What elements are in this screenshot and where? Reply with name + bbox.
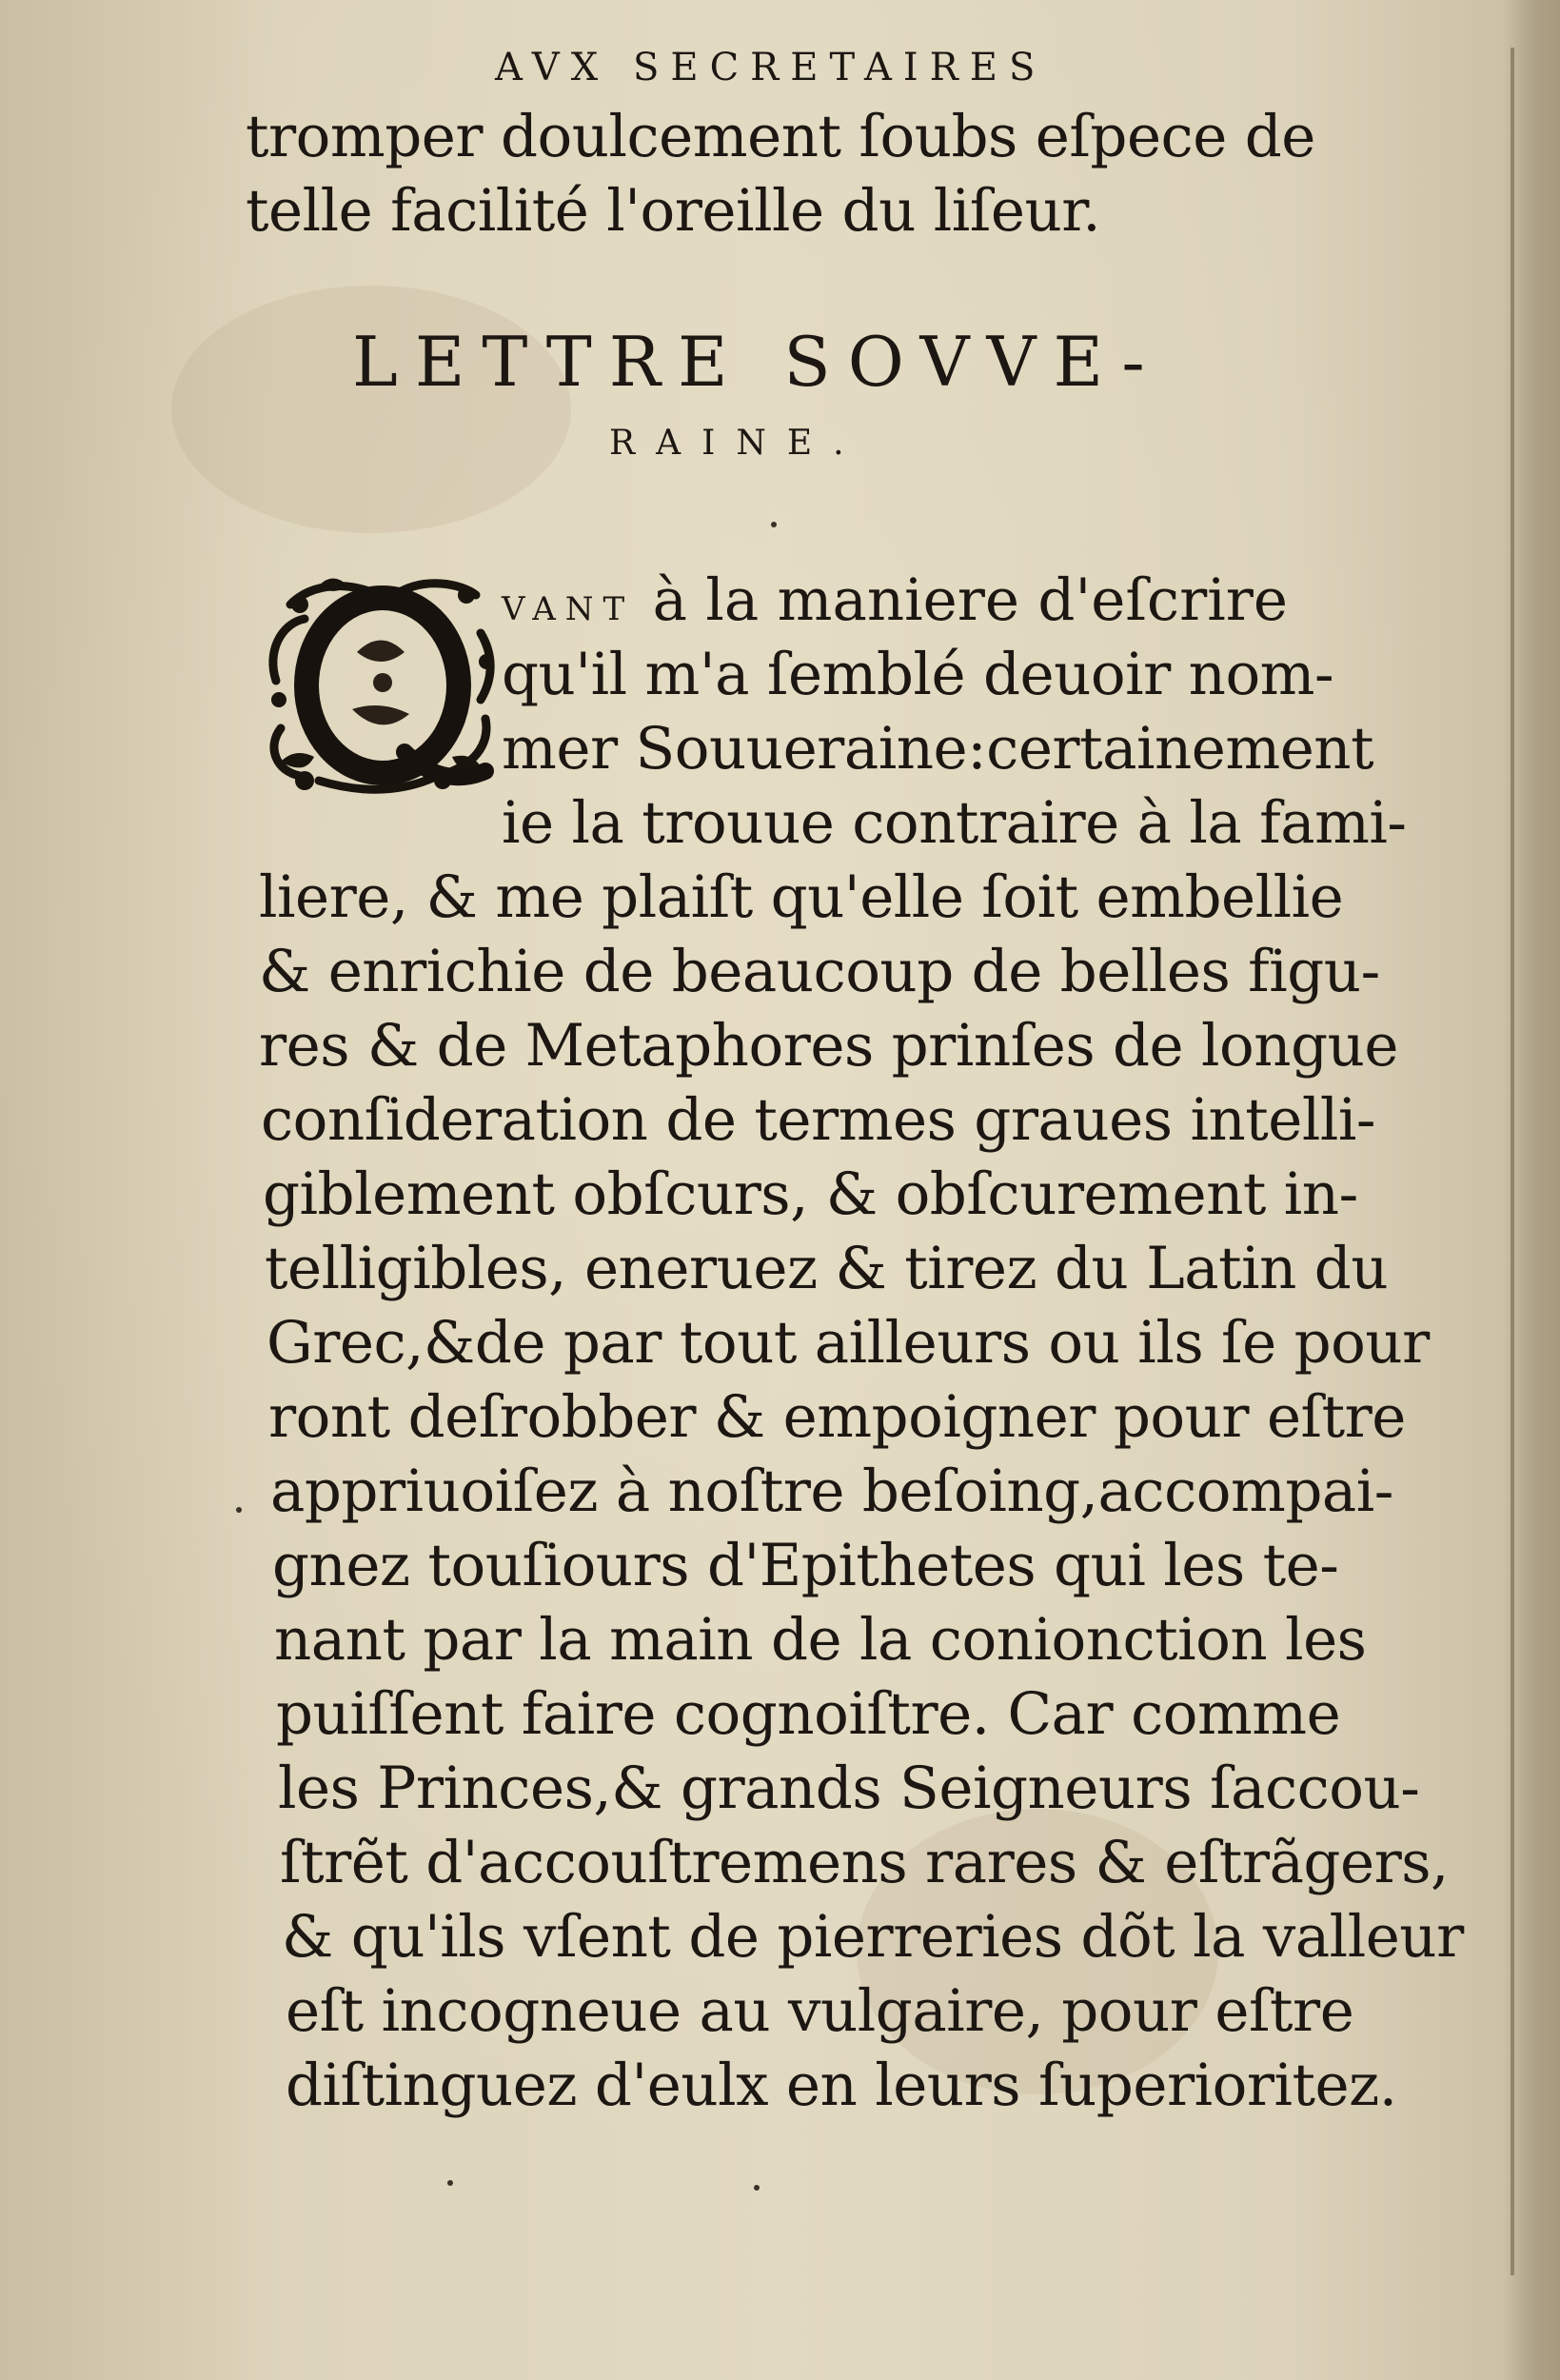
print-speck — [236, 1507, 242, 1513]
section-title-continued: RAINE. — [609, 424, 865, 463]
print-speck — [771, 522, 777, 527]
opening-line-text: à la maniere d'eſcrire — [652, 566, 1288, 634]
section-title: LETTRE SOVVE- — [352, 322, 1162, 402]
opening-line — [502, 564, 1288, 646]
text-line: tromper doulcement ſoubs eſpece de — [246, 103, 1315, 170]
text-line: diſtinguez d'eulx en leurs ſuperioritez. — [286, 2052, 1397, 2119]
text-line: conſideration de termes graues intelli- — [261, 1086, 1376, 1154]
text-line: ie la trouue contraire à la fami- — [502, 789, 1407, 857]
text-line: mer Souueraine:certainement — [502, 715, 1374, 783]
text-line: liere, & me plaiſt qu'elle ſoit embellie — [259, 863, 1344, 931]
text-line: ſtrẽt d'accouſtremens rares & eſtrãgers, — [280, 1829, 1449, 1896]
text-line: telle facilité l'oreille du liſeur. — [246, 177, 1101, 245]
text-line: & qu'ils vſent de pierreries dõt la valleur — [282, 1903, 1464, 1971]
text-line: giblement obſcurs, & obſcurement in- — [263, 1160, 1358, 1228]
text-line: eſt incogneue au vulgaire, pour eſtre — [286, 1977, 1354, 2045]
first-word-small-caps: VANT — [502, 590, 635, 628]
print-speck — [754, 2185, 760, 2191]
text-line: res & de Metaphores prinſes de longue — [259, 1012, 1399, 1080]
text-line: qu'il m'a ſemblé deuoir nom- — [502, 641, 1334, 708]
text-line: gnez touſiours d'Epithetes qui les te- — [272, 1532, 1339, 1599]
ornamental-initial — [262, 566, 500, 804]
text-line: les Princes,& grands Seigneurs ſaccou- — [278, 1755, 1420, 1822]
text-line: Grec,&de par tout ailleurs ou ils ſe pour — [267, 1309, 1430, 1377]
text-line: telligibles, eneruez & tirez du Latin du — [265, 1235, 1389, 1302]
running-head: AVX SECRETAIRES — [495, 46, 1047, 89]
text-line: nant par la main de la conionction les — [274, 1606, 1367, 1674]
text-line: puiſſent faire cognoiſtre. Car comme — [276, 1680, 1341, 1748]
text-line: ront deſrobber & empoigner pour eſtre — [268, 1383, 1406, 1451]
print-speck — [447, 2180, 453, 2186]
text-line: & enrichie de beaucoup de belles figu- — [259, 938, 1380, 1005]
page-edge-line — [1511, 48, 1514, 2275]
text-line: appriuoiſez à noſtre beſoing,accompai- — [270, 1458, 1393, 1525]
